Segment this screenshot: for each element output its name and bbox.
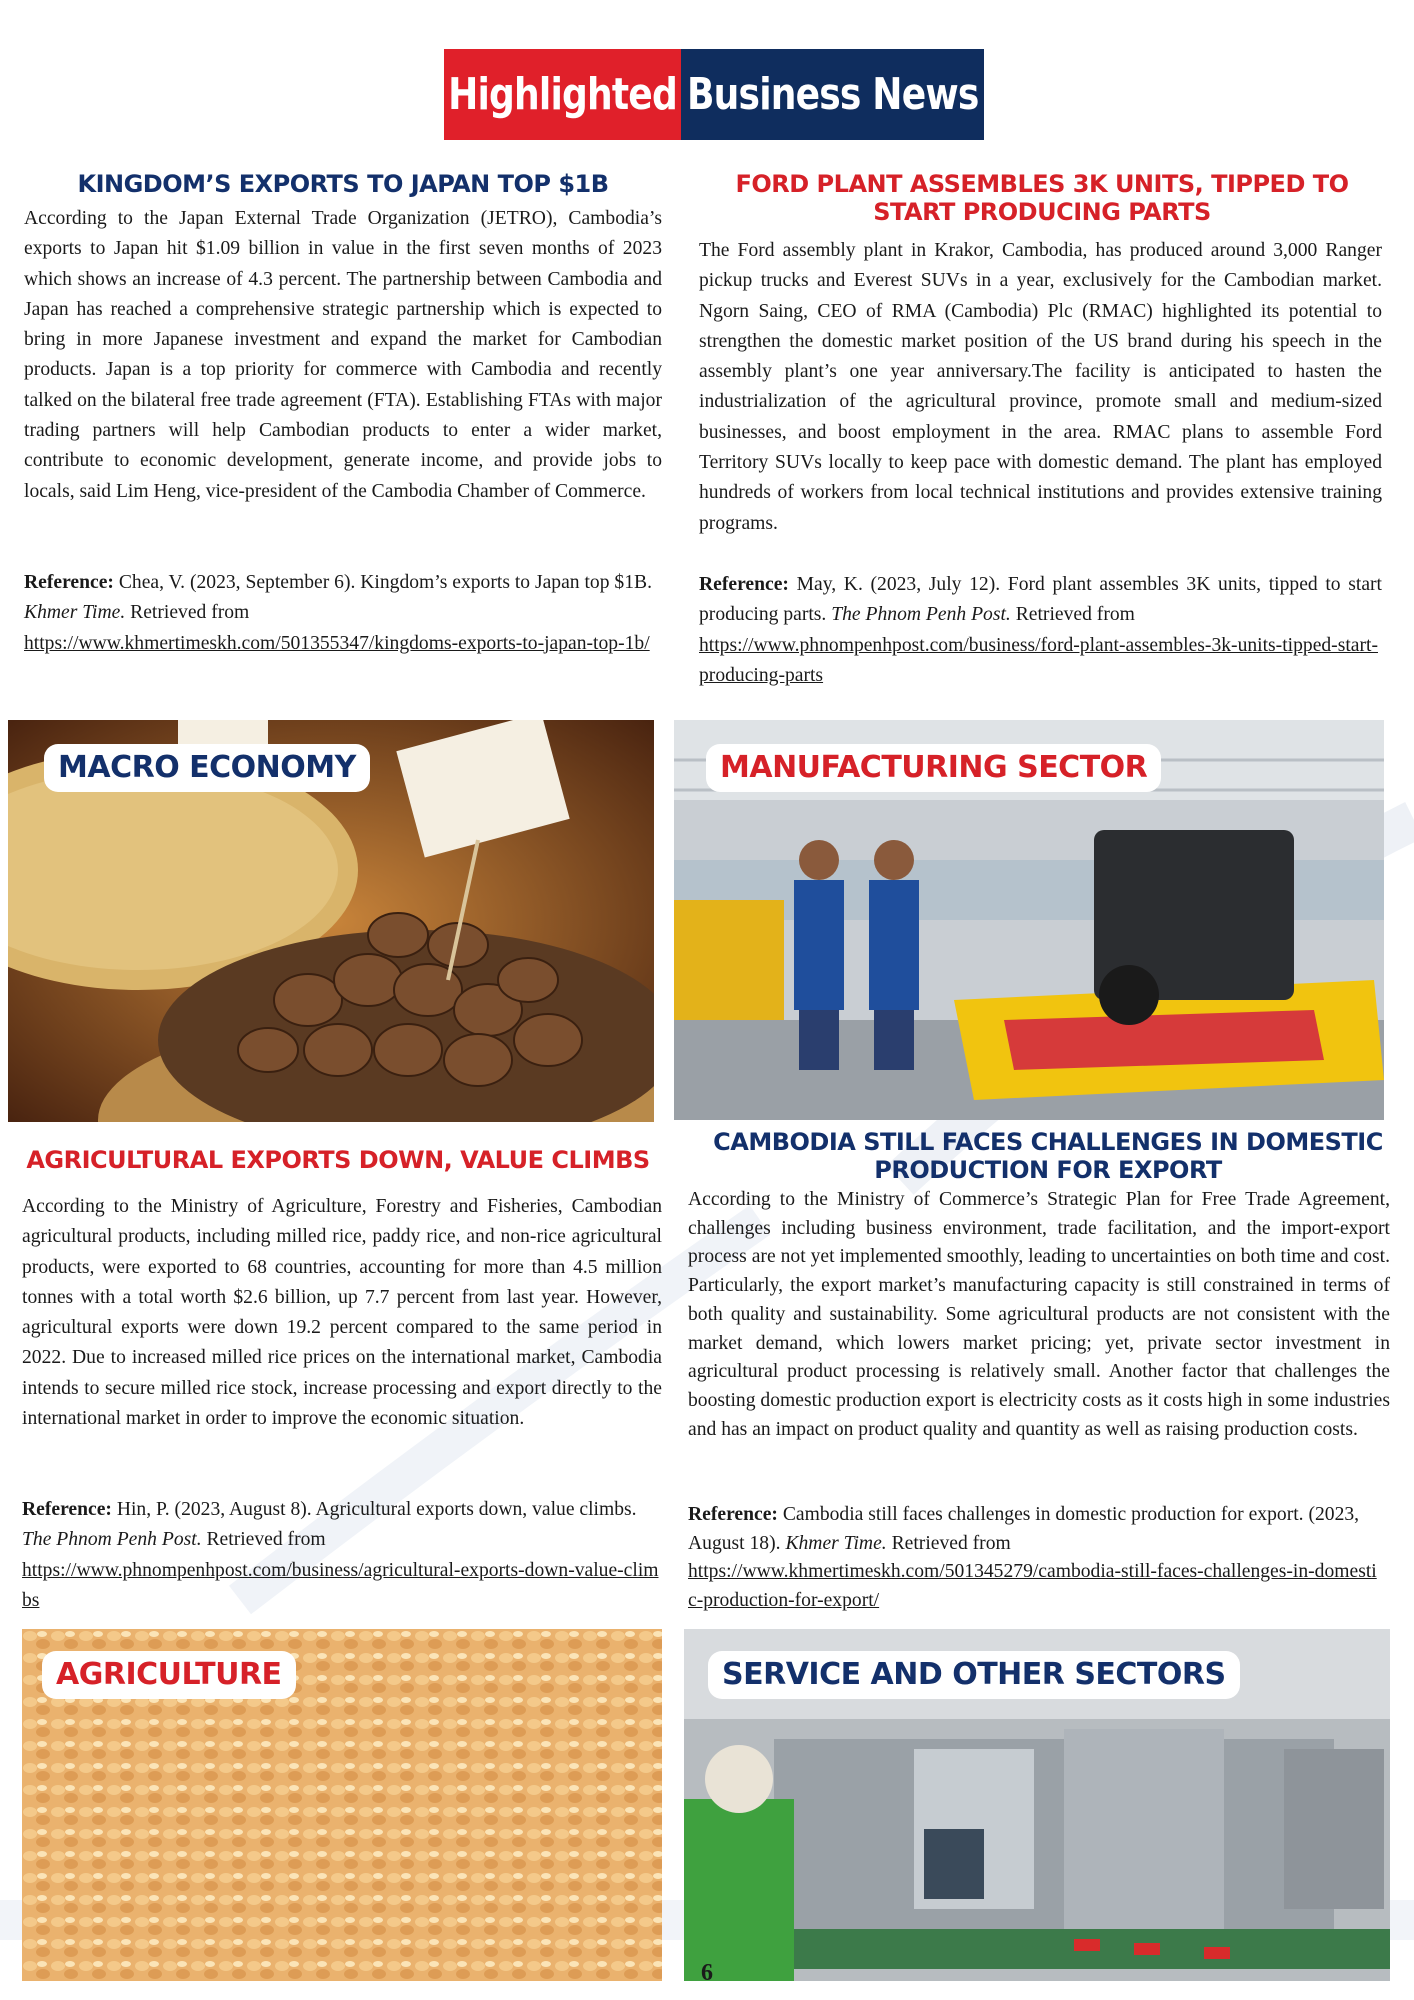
reference-retrieved: Retrieved from xyxy=(125,602,250,624)
agri-reference xyxy=(22,1495,662,1616)
reference-text: Chea, V. (2023, September 6). Kingdom’s exports to Japan top $1B. xyxy=(113,572,652,593)
ford-reference-link[interactable]: https://www.phnompenhpost.com/business/ford-plant-assembles-3k-units-tipped-start-producing-parts xyxy=(699,634,1378,686)
manufacturing-tag: MANUFACTURING SECTOR xyxy=(706,744,1161,792)
challenges-reference-link[interactable]: https://www.khmertimeskh.com/501345279/cambodia-still-faces-challenges-in-domestic-production-for-export/ xyxy=(688,1561,1377,1612)
agriculture-tag: AGRICULTURE xyxy=(42,1651,296,1699)
challenges-body: According to the Ministry of Commerce’s Strategic Plan for Free Trade Agreement, challenges including business environment, trade facilitation, and the import-export process are not yet implemented smoothly, leading to uncertainties on both time and cost. Particularly, the export market’s manufacturing capacity is still constrained in terms of both quality and sustainability. Some agricultural products are not consistent with the market demand, which lowers market pricing; yet, private sector investment in agricultural product processing is relatively small. Another factor that challenges the boosting domestic production export is electricity costs as it costs high in some industries and has an impact on product quality and quantity as well as raising production costs. xyxy=(688,1189,1390,1440)
reference-label: Reference: xyxy=(699,574,789,595)
ford-body: The Ford assembly plant in Krakor, Cambodia, has produced around 3,000 Ranger pickup trucks and Everest SUVs in a year, exclusively for the Cambodian market. Ngorn Saing, CEO of RMA (Cambodia) Plc (RMAC) highlighted its potential to strengthen the domestic market position of the US brand during his speech in the assembly plant’s one year anniversary.The facility is anticipated to hasten the industrialization of the agricultural province, promote small and medium-sized businesses, and boost employment in the area. RMAC plans to assemble Ford Territory SUVs locally to keep pace with domestic demand. The plant has employed hundreds of workers from local technical institutions and provides extensive training programs. xyxy=(699,240,1382,534)
service-photo xyxy=(684,1629,1390,1981)
agri-reference-link[interactable]: https://www.phnompenhpost.com/business/agricultural-exports-down-value-climbs xyxy=(22,1559,659,1611)
reference-retrieved: Retrieved from xyxy=(1010,604,1135,626)
challenges-reference xyxy=(688,1501,1378,1616)
reference-retrieved: Retrieved from xyxy=(886,1532,1011,1554)
reference-text: May, K. (2023, July 12). Ford plant assembles 3K units, tipped to start producing parts. xyxy=(699,574,1382,626)
reference-source: Khmer Time. xyxy=(24,602,126,624)
masthead-highlighted: Highlighted xyxy=(444,49,681,140)
reference-source: The Phnom Penh Post. xyxy=(22,1529,202,1551)
japan-body: According to the Japan External Trade Organization (JETRO), Cambodia’s exports to Japan hit $1.09 billion in value in the first seven months of 2023 which shows an increase of 4.3 percent. The partnership between Cambodia and Japan has reached a comprehensive strategic partnership which is expected to bring in more Japanese investment and expand the market for Cambodian products. Japan is a top priority for commerce with Cambodia and recently talked on the bilateral free trade agreement (FTA). Establishing FTAs with major trading partners will help Cambodian products to enter a wider market, contribute to economic development, generate income, and provide jobs to locals, said Lim Heng, vice-president of the Cambodia Chamber of Commerce. xyxy=(24,208,662,502)
agriculture-photo xyxy=(22,1629,662,1981)
japan-reference-link[interactable]: https://www.khmertimeskh.com/501355347/kingdoms-exports-to-japan-top-1b/ xyxy=(24,632,650,654)
macro-economy-tag: MACRO ECONOMY xyxy=(44,744,370,792)
japan-headline: KINGDOM’S EXPORTS TO JAPAN TOP $1B xyxy=(77,170,609,198)
reference-source: Khmer Time. xyxy=(785,1532,887,1554)
masthead xyxy=(444,49,984,140)
service-tag: SERVICE AND OTHER SECTORS xyxy=(708,1651,1240,1699)
page-number: 6 xyxy=(701,1960,713,1986)
masthead-business-news: Business News xyxy=(681,49,984,140)
challenges-headline: CAMBODIA STILL FACES CHALLENGES IN DOMESTIC PRODUCTION FOR EXPORT xyxy=(713,1128,1383,1184)
reference-source: The Phnom Penh Post. xyxy=(831,604,1011,626)
reference-label: Reference: xyxy=(24,572,114,593)
agri-headline: AGRICULTURAL EXPORTS DOWN, VALUE CLIMBS xyxy=(26,1146,650,1174)
ford-reference xyxy=(699,570,1382,691)
reference-text: Hin, P. (2023, August 8). Agricultural exports down, value climbs. xyxy=(111,1499,637,1520)
reference-text: Cambodia still faces challenges in domestic production for export. (2023, August 18). xyxy=(688,1504,1360,1554)
agri-body: According to the Ministry of Agriculture, Forestry and Fisheries, Cambodian agricultural products, including milled rice, paddy rice, and non-rice agricultural products, were exported to 68 countries, accounting for more than 4.5 million tonnes with a total worth $2.6 billion, up 7.7 percent from last year. However, agricultural exports were down 19.2 percent compared to the same period in 2022. Due to increased milled rice prices on the international market, Cambodia intends to secure milled rice stock, increase processing and export directly to the international market in order to improve the economic situation. xyxy=(22,1196,662,1430)
manufacturing-photo xyxy=(674,720,1384,1120)
reference-label: Reference: xyxy=(22,1499,112,1520)
reference-label: Reference: xyxy=(688,1504,778,1525)
japan-reference xyxy=(24,568,662,659)
ford-headline: FORD PLANT ASSEMBLES 3K UNITS, TIPPED TO START PRODUCING PARTS xyxy=(735,170,1349,226)
macro-economy-photo xyxy=(8,720,654,1122)
reference-retrieved: Retrieved from xyxy=(201,1529,326,1551)
